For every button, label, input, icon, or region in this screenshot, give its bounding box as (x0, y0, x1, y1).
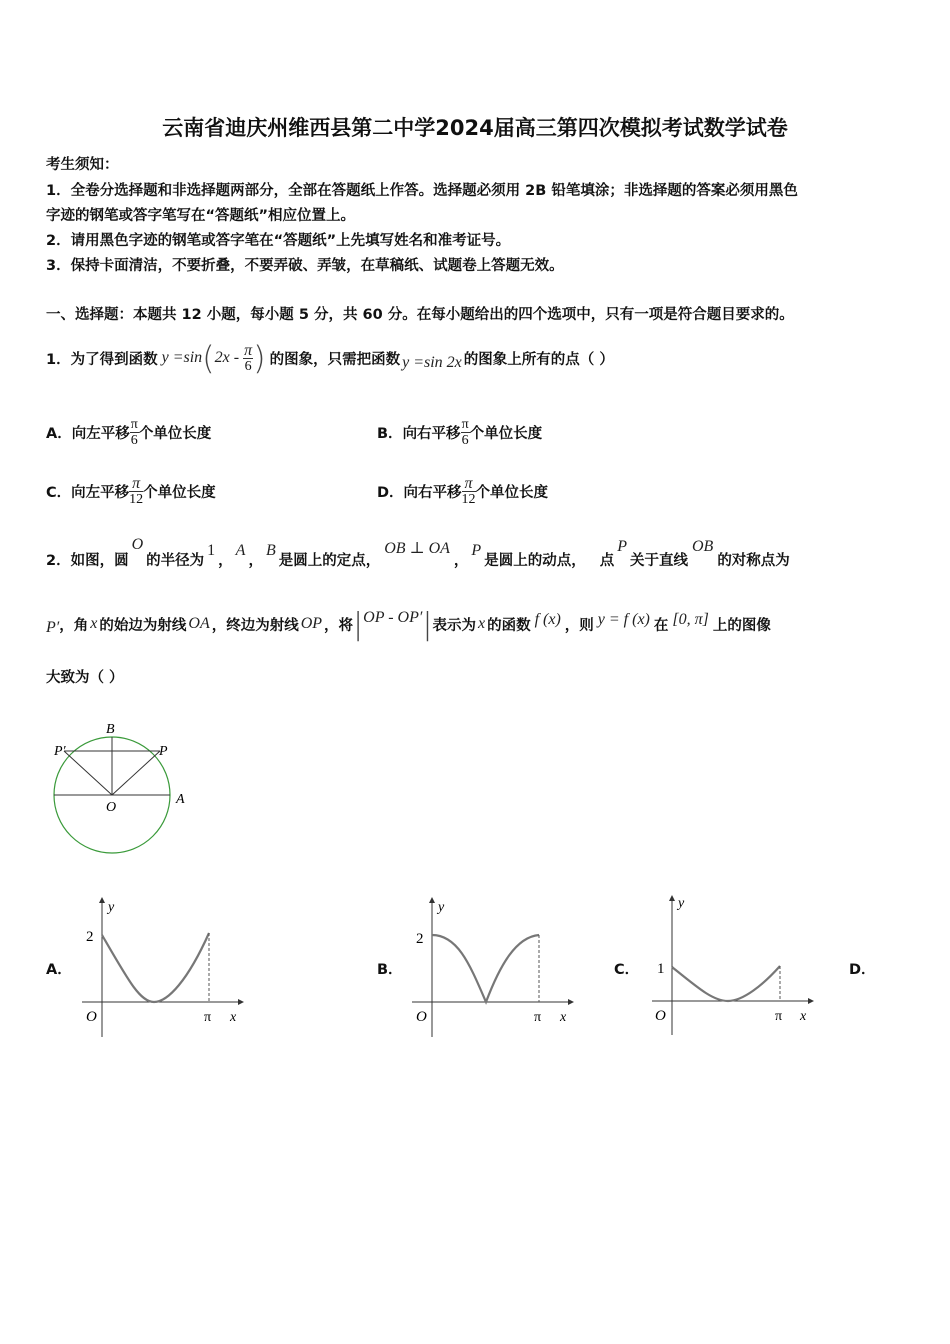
y-tick: 2 (416, 931, 424, 947)
figure-label-O: O (106, 800, 117, 815)
abs-bar-right: | (422, 606, 433, 642)
question-2-line-3: 大致为（ ） (46, 670, 124, 686)
x-arrow-icon (568, 999, 574, 1005)
option-d-frac (462, 476, 476, 507)
frac-den: 12 (129, 491, 144, 507)
graph-b-label[interactable]: B． (377, 962, 403, 978)
section-heading: 一、选择题：本题共 12 小题，每小题 5 分，共 60 分。在每小题给出的四个选项中，只有一项是符合题目要求的。 (46, 307, 794, 323)
y-tick: 1 (657, 961, 665, 977)
q2-perp: OB ⊥ OA (384, 540, 450, 557)
q2-p1: 2．如图，圆 (46, 553, 129, 569)
option-a-text: 向左平移 (71, 425, 130, 442)
y-tick: 2 (86, 929, 94, 945)
q2-A: A (235, 542, 246, 559)
q1-paren-right: ) (253, 339, 266, 377)
notice-item-3: 3．保持卡面清洁，不要折叠，不要弄破、弄皱，在草稿纸、试题卷上答题无效。 (46, 258, 564, 274)
x-arrow-icon (238, 999, 244, 1005)
q2-O: O (131, 536, 144, 553)
q2-x-2: x (477, 615, 486, 632)
q2-OA: OA (188, 615, 210, 632)
frac-den: 12 (461, 491, 476, 507)
notice-heading: 考生须知： (46, 157, 119, 173)
figure-label-Pprime: P′ (54, 744, 66, 759)
notice-item-1b: 字迹的钢笔或答字笔写在“答题纸”相应位置上。 (46, 208, 356, 224)
q1-prefix: 1．为了得到函数 (46, 351, 158, 368)
graph-c-label[interactable]: C． (614, 962, 640, 978)
option-a-label: A． (46, 425, 72, 442)
curve (102, 933, 209, 1002)
option-c-text: 向左平移 (71, 484, 130, 501)
figure-label-A: A (176, 792, 185, 807)
option-d-unit: 个单位长度 (475, 484, 549, 501)
option-b-frac (461, 417, 470, 448)
q2-OB: OB (691, 538, 714, 555)
y-arrow-icon (429, 897, 435, 903)
origin-label: O (86, 1009, 97, 1025)
y-label: y (438, 900, 445, 915)
q2-l2d: ，将 (324, 617, 354, 634)
question-2-line-1 (46, 530, 790, 570)
frac-num: π (129, 476, 143, 492)
option-c-label: C． (46, 484, 72, 501)
pi-tick: π (534, 1010, 542, 1025)
q2-p6: 关于直线 (629, 553, 688, 569)
q2-l2f: 的函数 (487, 617, 531, 634)
y-label: y (108, 900, 115, 915)
q2-p4: 是圆上的动点， (484, 553, 586, 569)
graph-b[interactable] (408, 895, 578, 1040)
x-arrow-icon (808, 998, 814, 1004)
origin-label: O (655, 1008, 666, 1024)
frac-den: 6 (461, 432, 469, 448)
curve (672, 966, 780, 1001)
option-c-unit: 个单位长度 (143, 484, 216, 501)
q1-func: y =sin (161, 349, 203, 366)
question-1 (46, 333, 614, 383)
option-a-frac (130, 417, 139, 448)
question-2-line-2 (46, 604, 771, 644)
figure-op (112, 751, 160, 795)
notice-item-2: 2．请用黑色字迹的钢笔或答字笔在“答题纸”上先填写姓名和准考证号。 (46, 233, 511, 249)
q1-frac-num: π (244, 341, 253, 359)
q2-p2: 的半径为 (146, 553, 205, 569)
q1-paren-left: ( (202, 339, 215, 377)
option-b-label: B． (377, 425, 403, 442)
q1-frac-pi-6 (243, 343, 253, 374)
q2-p3: 是圆上的定点， (278, 553, 381, 569)
q2-comma2: ， (248, 553, 263, 569)
option-b-text: 向右平移 (402, 425, 461, 442)
x-label: x (800, 1009, 807, 1024)
q1-option-b[interactable] (377, 412, 542, 452)
q1-mid: 的图象，只需把函数 (269, 351, 401, 368)
circle-figure (46, 715, 186, 860)
q1-option-c[interactable] (46, 471, 216, 511)
q2-yfx: y = f (x) (597, 611, 650, 628)
pi-tick: π (775, 1009, 783, 1024)
graph-a-label[interactable]: A． (46, 962, 72, 978)
graph-d-label[interactable]: D． (849, 962, 876, 978)
q1-frac-den: 6 (244, 358, 252, 374)
figure-op-prime (64, 751, 112, 795)
q2-B: B (265, 542, 276, 559)
q2-l2c: ，终边为射线 (211, 617, 299, 634)
q2-p5: 点 (599, 553, 615, 569)
figure-label-B: B (106, 722, 115, 737)
q2-l2g: ，则 (564, 617, 594, 634)
q2-comma1: ， (218, 553, 233, 569)
notice-item-1a: 1．全卷分选择题和非选择题两部分，全部在答题纸上作答。选择题必须用 2B 铅笔填涂；非选择题的答案必须用黑色 (46, 183, 798, 199)
q2-Pprime: P′ (46, 619, 60, 636)
q2-l2i: 上的图像 (712, 617, 771, 634)
q2-p7: 的对称点为 (717, 553, 790, 569)
curve (432, 935, 539, 1002)
q2-l2b: 的始边为射线 (99, 617, 187, 634)
x-label: x (230, 1010, 237, 1025)
option-c-frac (129, 476, 143, 507)
option-b-unit: 个单位长度 (469, 425, 543, 442)
q2-fx: f (x) (534, 611, 561, 628)
q1-func-arg: 2x - (214, 349, 240, 366)
q1-option-d[interactable] (377, 471, 548, 511)
q1-option-a[interactable] (46, 412, 211, 452)
frac-den: 6 (130, 432, 138, 448)
option-d-text: 向右平移 (403, 484, 462, 501)
q1-suffix: 的图象上所有的点（ ） (463, 351, 614, 368)
pi-tick: π (204, 1010, 212, 1025)
frac-num: π (130, 416, 138, 432)
y-arrow-icon (669, 895, 675, 901)
q2-comma3: ， (453, 553, 469, 569)
figure-label-P: P (159, 744, 168, 759)
graph-a[interactable] (78, 895, 248, 1040)
option-d-label: D． (377, 484, 404, 501)
page-title: 云南省迪庆州维西县第二中学2024届高三第四次模拟考试数学试卷 (162, 116, 788, 140)
q2-P-2: P (617, 538, 627, 555)
q2-l2a: ，角 (59, 617, 89, 634)
q2-one: 1 (207, 542, 216, 559)
y-label: y (678, 896, 685, 911)
frac-num: π (462, 476, 476, 492)
q2-x: x (90, 615, 98, 632)
q2-OP: OP (300, 615, 323, 632)
y-arrow-icon (99, 897, 105, 903)
q2-diff: OP - OP′ (363, 609, 423, 626)
x-label: x (560, 1010, 567, 1025)
q2-l2e: 表示为 (432, 617, 476, 634)
q2-interval: [0, π] (672, 611, 709, 628)
graph-c[interactable] (648, 893, 818, 1038)
q2-l2h: 在 (653, 617, 669, 634)
option-a-unit: 个单位长度 (138, 425, 212, 442)
q2-P: P (471, 542, 482, 559)
abs-bar-left: | (353, 606, 364, 642)
frac-num: π (461, 416, 469, 432)
origin-label: O (416, 1009, 427, 1025)
q1-func2: y =sin 2x (402, 354, 462, 371)
